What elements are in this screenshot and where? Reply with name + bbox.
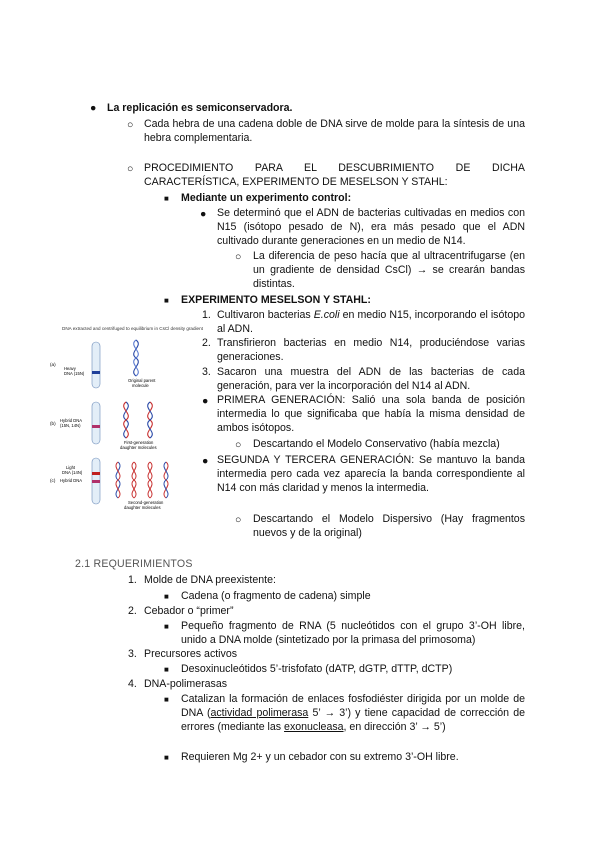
req2-sub-text: Pequeño fragmento de RNA (5 nucleótidos con el grupo 3’-OH libre, unido a DNA molde (sintetizado por la primasa del primosoma)	[181, 620, 525, 646]
band-hybrid-c	[92, 480, 100, 483]
label-second-2: daughter molecules	[124, 505, 161, 510]
label-second-1: Second-generation	[128, 500, 164, 505]
label-a: (a)	[50, 362, 56, 367]
list-number: 4.	[128, 678, 137, 690]
gen2-text: SEGUNDA Y TERCERA GENERACIÓN: Se mantuvo la banda intermedia pero cada vez aparecía la banda correspondiente al N14 con más claridad y menos la intermedia.	[217, 454, 525, 494]
section-title: 2.1 REQUERIMIENTOS	[75, 558, 193, 570]
label-b: (b)	[50, 421, 56, 426]
bullet-disc: ●	[200, 208, 207, 220]
bullet-disc: ●	[202, 395, 209, 407]
list-number: 1.	[202, 309, 211, 321]
label-c: (c)	[50, 478, 56, 483]
bullet-square: ■	[164, 695, 169, 704]
list-number: 2.	[128, 605, 137, 617]
band-hybrid	[92, 425, 100, 428]
label-light-2: DNA (14N)	[62, 470, 83, 475]
bullet-square: ■	[164, 665, 169, 674]
bullet-circle: ○	[235, 439, 242, 451]
bullet-circle: ○	[235, 251, 242, 263]
req3-text: Precursores activos	[144, 648, 238, 660]
gen1-text: PRIMERA GENERACIÓN: Salió una sola banda de posición intermedia lo que significaba que había la misma densidad de ambos isótopos.	[217, 394, 525, 434]
exp-b1-text: Se determinó que el ADN de bacterias cultivadas en medios con N15 (isótopo pesado de N), era más pesado que el ADN cultivado durante generaciones en un medio de N14.	[217, 207, 525, 247]
bullet-square: ■	[164, 753, 169, 762]
label-orig-1: Original parent	[128, 378, 156, 383]
list-number: 3.	[128, 648, 137, 660]
req4-sub1-text: Catalizan la formación de enlaces fosfodiéster dirigida por un molde de DNA (actividad polimerasa 5’ → 3’) y tiene capacidad de corrección de errores (mediante las exonucleasa, en dirección 3’ → 5’)	[181, 693, 525, 733]
ms-item-3: Sacaron una muestra del ADN de las bacterias de cada generación, para ver la incorporación del N14 al ADN.	[217, 366, 525, 392]
req4-sub2-text: Requieren Mg 2+ y un cebador con su extremo 3’-OH libre.	[181, 751, 459, 763]
exp-b1-sub-text: La diferencia de peso hacía que al ultracentrifugarse (en un gradiente de densidad CsCl) → se crearán bandas distintas.	[253, 250, 525, 290]
ms-heading: EXPERIMENTO MESELSON Y STAHL:	[181, 294, 371, 306]
list-number: 2.	[202, 337, 211, 349]
sub2-text: PROCEDIMIENTO PARA EL DESCUBRIMIENTO DE DICHA CARACTERÍSTICA, EXPERIMENTO DE MESELSON Y STAHL:	[144, 162, 525, 188]
helix-second-gen	[116, 462, 168, 498]
ms-item-1: Cultivaron bacterias E.coli en medio N15, incorporando el isótopo al ADN.	[217, 309, 525, 335]
bullet-square: ■	[164, 296, 169, 305]
label-hybrid-2: (15N, 14N)	[60, 423, 81, 428]
req4-text: DNA-polimerasas	[144, 678, 228, 690]
sub1-text: Cada hebra de una cadena doble de DNA sirve de molde para la síntesis de una hebra complementaria.	[144, 118, 525, 144]
list-number: 3.	[202, 366, 211, 378]
label-heavy-2: DNA (15N)	[64, 371, 85, 376]
bullet-square: ■	[164, 194, 169, 203]
helix-first-gen	[124, 402, 153, 438]
main-bullet-text: La replicación es semiconservadora.	[107, 102, 293, 114]
tube-b	[92, 402, 100, 444]
figure-caption-top: DNA extracted and centrifuged to equilibrium in CsCl density gradient	[62, 326, 203, 331]
label-first-2: daughter molecules	[120, 445, 157, 450]
gen2-sub-text: Descartando el Modelo Dispersivo (Hay fragmentos nuevos y de la original)	[253, 513, 525, 539]
label-heavy: Heavy	[64, 366, 76, 371]
band-heavy	[92, 371, 100, 374]
req3-sub-text: Desoxinucleótidos 5’-trisfofato (dATP, dGTP, dTTP, dCTP)	[181, 663, 453, 675]
helix-parent	[134, 340, 139, 376]
tube-a	[92, 342, 100, 388]
req1-sub-text: Cadena (o fragmento de cadena) simple	[181, 590, 371, 602]
label-orig-2: molecule	[132, 383, 149, 388]
bullet-square: ■	[164, 622, 169, 631]
gen1-sub-text: Descartando el Modelo Conservativo (había mezcla)	[253, 438, 500, 450]
bullet-disc: ●	[202, 455, 209, 467]
label-hybrid: Hybrid DNA	[60, 418, 83, 423]
exp-heading: Mediante un experimento control:	[181, 192, 352, 204]
req2-text: Cebador o “primer”	[144, 605, 234, 617]
bullet-circle: ○	[127, 119, 134, 131]
label-light: Light	[66, 465, 76, 470]
label-first-1: First-generation	[124, 440, 154, 445]
bullet-disc: ●	[90, 102, 97, 114]
bullet-circle: ○	[235, 514, 242, 526]
ms-item-2: Transfirieron bacterias en medio N14, produciéndose varias generaciones.	[217, 337, 525, 363]
req1-text: Molde de DNA preexistente:	[144, 574, 276, 586]
meselson-stahl-figure	[48, 322, 203, 522]
label-hybrid-c: Hybrid DNA	[60, 478, 83, 483]
list-number: 1.	[128, 574, 137, 586]
band-light	[92, 472, 100, 475]
bullet-square: ■	[164, 592, 169, 601]
bullet-circle: ○	[127, 163, 134, 175]
